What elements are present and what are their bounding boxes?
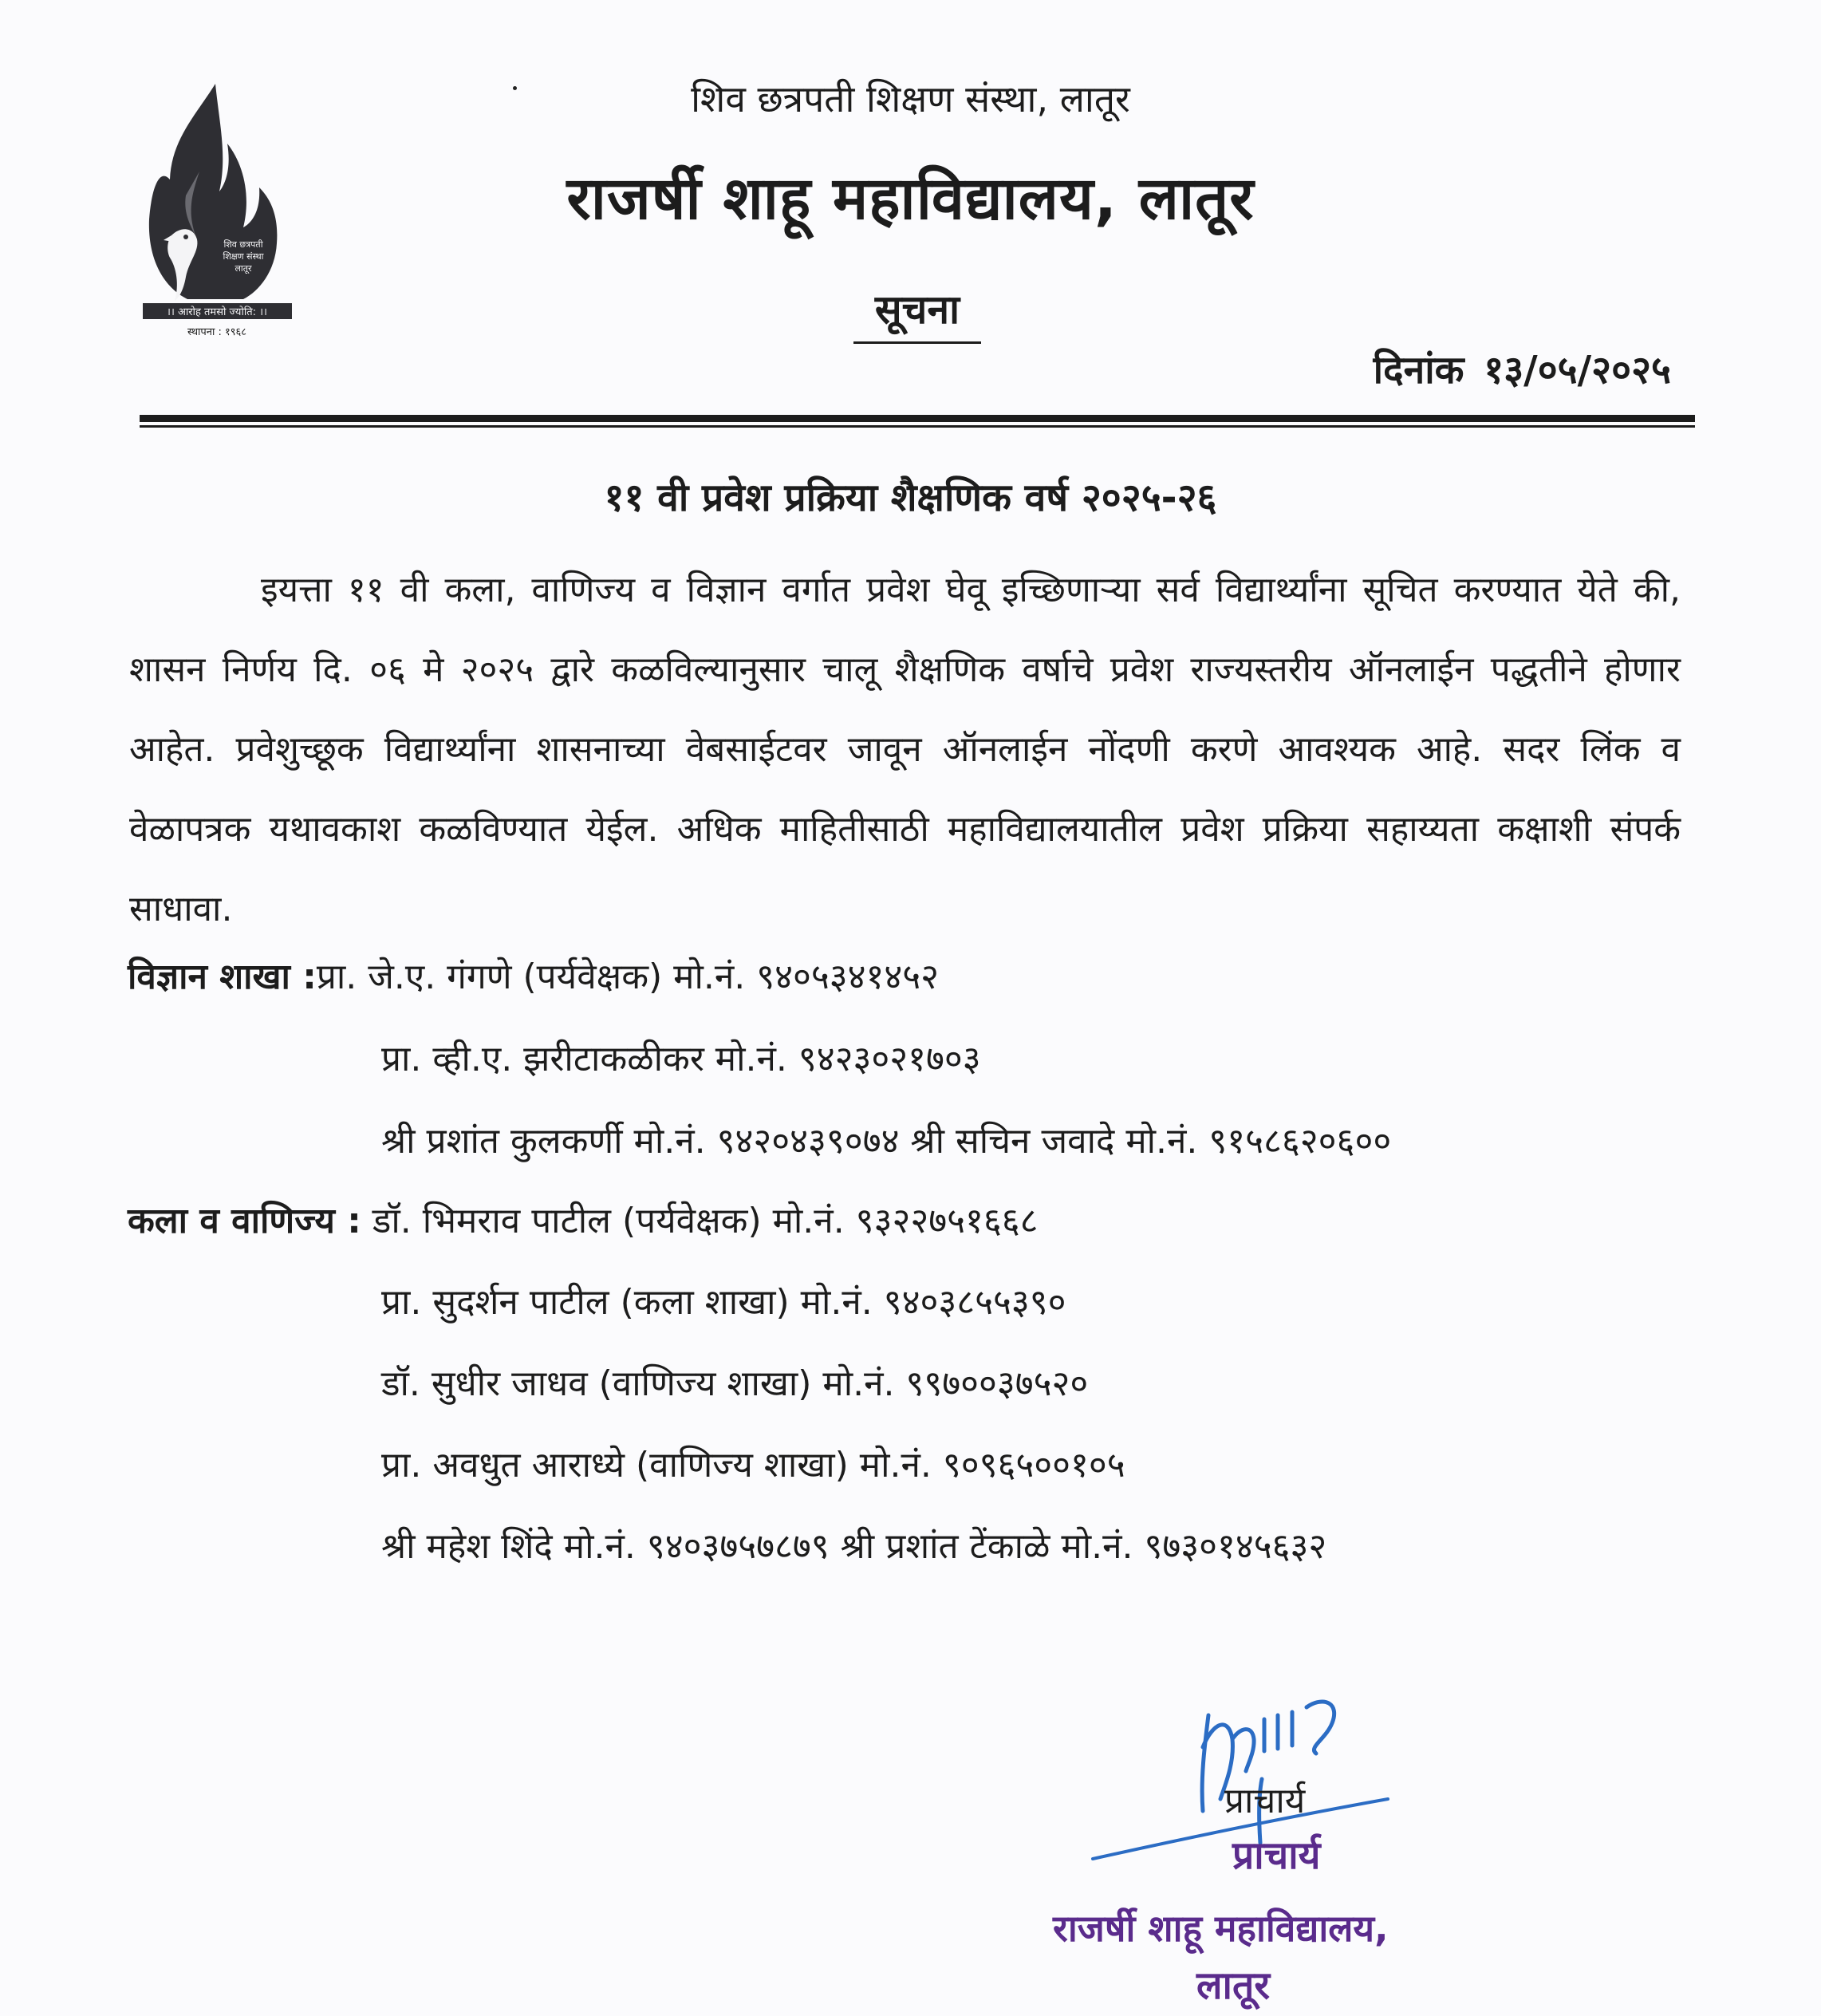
logo-established: स्थापना : १९६८ bbox=[187, 326, 247, 338]
notice-body: इयत्ता ११ वी कला, वाणिज्य व विज्ञान वर्गात प्रवेश घेवू इच्छिणाऱ्या सर्व विद्यार्थ्यांना सूचित करण्यात येते की, शासन निर्णय दि. ०६ मे २०२५ द्वारे कळविल्यानुसार चालू शैक्षणिक वर्षाचे प्रवेश राज्यस्तरीय ऑनलाईन पद्धतीने होणार आहेत. प्रवेशुच्छूक विद्यार्थ्यांना शासनाच्या वेबसाईटवर जावून ऑनलाईन नोंदणी करणे आवश्यक आहे. सदर लिंक व वेळापत्रक यथावकाश कळविण्यात येईल. अधिक माहितीसाठी महाविद्यालयातील प्रवेश प्रक्रिया सहाय्यता कक्षाशी संपर्क साधावा. bbox=[129, 570, 1681, 929]
college-name: राजर्षी शाहू महाविद्यालय, लातूर bbox=[566, 164, 1255, 233]
notice-title-underline bbox=[853, 341, 981, 344]
header-rule-thick bbox=[140, 415, 1695, 422]
science-contact-3: श्री प्रशांत कुलकर्णी मो.नं. ९४२०४३९०७४ श्री सचिन जवादे मो.नं. ९१५८६२०६०० bbox=[381, 1121, 1392, 1162]
stamp-city: लातूर bbox=[1196, 1963, 1270, 2008]
notice-title: सूचना bbox=[874, 286, 960, 333]
science-label: विज्ञान शाखा : bbox=[128, 957, 317, 997]
logo-society-text-1: शिव छत्रपती bbox=[223, 239, 263, 250]
principal-designation: प्राचार्य bbox=[1224, 1781, 1306, 1821]
header-rule-thin bbox=[140, 425, 1695, 428]
date-label: दिनांक bbox=[1373, 348, 1464, 393]
science-contact-2: प्रा. व्ही.ए. झरीटाकळीकर मो.नं. ९४२३०२१७०३ bbox=[381, 1039, 981, 1079]
logo-society-text-3: लातूर bbox=[235, 263, 252, 274]
arts-contact-1: डॉ. भिमराव पाटील (पर्यवेक्षक) मो.नं. ९३२२७५१६६८ bbox=[372, 1201, 1039, 1241]
arts-contact-3: डॉ. सुधीर जाधव (वाणिज्य शाखा) मो.नं. ९९७००३७५२० bbox=[381, 1363, 1089, 1404]
logo-motto: ।। आरोह तमसो ज्योति: ।। bbox=[167, 306, 267, 318]
date-value: १३/०५/२०२५ bbox=[1484, 348, 1671, 393]
stamp-designation: प्राचार्य bbox=[1232, 1833, 1321, 1878]
date-line bbox=[1374, 343, 1671, 395]
science-row-1 bbox=[128, 951, 939, 999]
logo-society-text-2: शिक्षण संस्था bbox=[223, 251, 264, 262]
signature-block bbox=[1053, 1659, 1452, 2008]
science-contact-1: प्रा. जे.ए. गंगणे (पर्यवेक्षक) मो.नं. ९४०५३४१४५२ bbox=[316, 957, 940, 997]
arts-label: कला व वाणिज्य : bbox=[128, 1201, 361, 1241]
notice-subject: ११ वी प्रवेश प्रक्रिया शैक्षणिक वर्ष २०२५-२६ bbox=[604, 475, 1217, 520]
society-name: शिव छत्रपती शिक्षण संस्था, लातूर bbox=[691, 77, 1130, 120]
stamp-college-name: राजर्षी शाहू महाविद्यालय, bbox=[1053, 1907, 1389, 1950]
arts-contact-2: प्रा. सुदर्शन पाटील (कला शाखा) मो.नं. ९४०३८५५३९० bbox=[381, 1282, 1066, 1323]
arts-contact-4: प्रा. अवधुत आराध्ये (वाणिज्य शाखा) मो.नं. ९०९६५००१०५ bbox=[381, 1445, 1125, 1485]
arts-row-1 bbox=[128, 1195, 1039, 1243]
arts-contact-5: श्री महेश शिंदे मो.नं. ९४०३७५७८७९ श्री प्रशांत टेंकाळे मो.नं. ९७३०१४५६३२ bbox=[381, 1526, 1327, 1567]
